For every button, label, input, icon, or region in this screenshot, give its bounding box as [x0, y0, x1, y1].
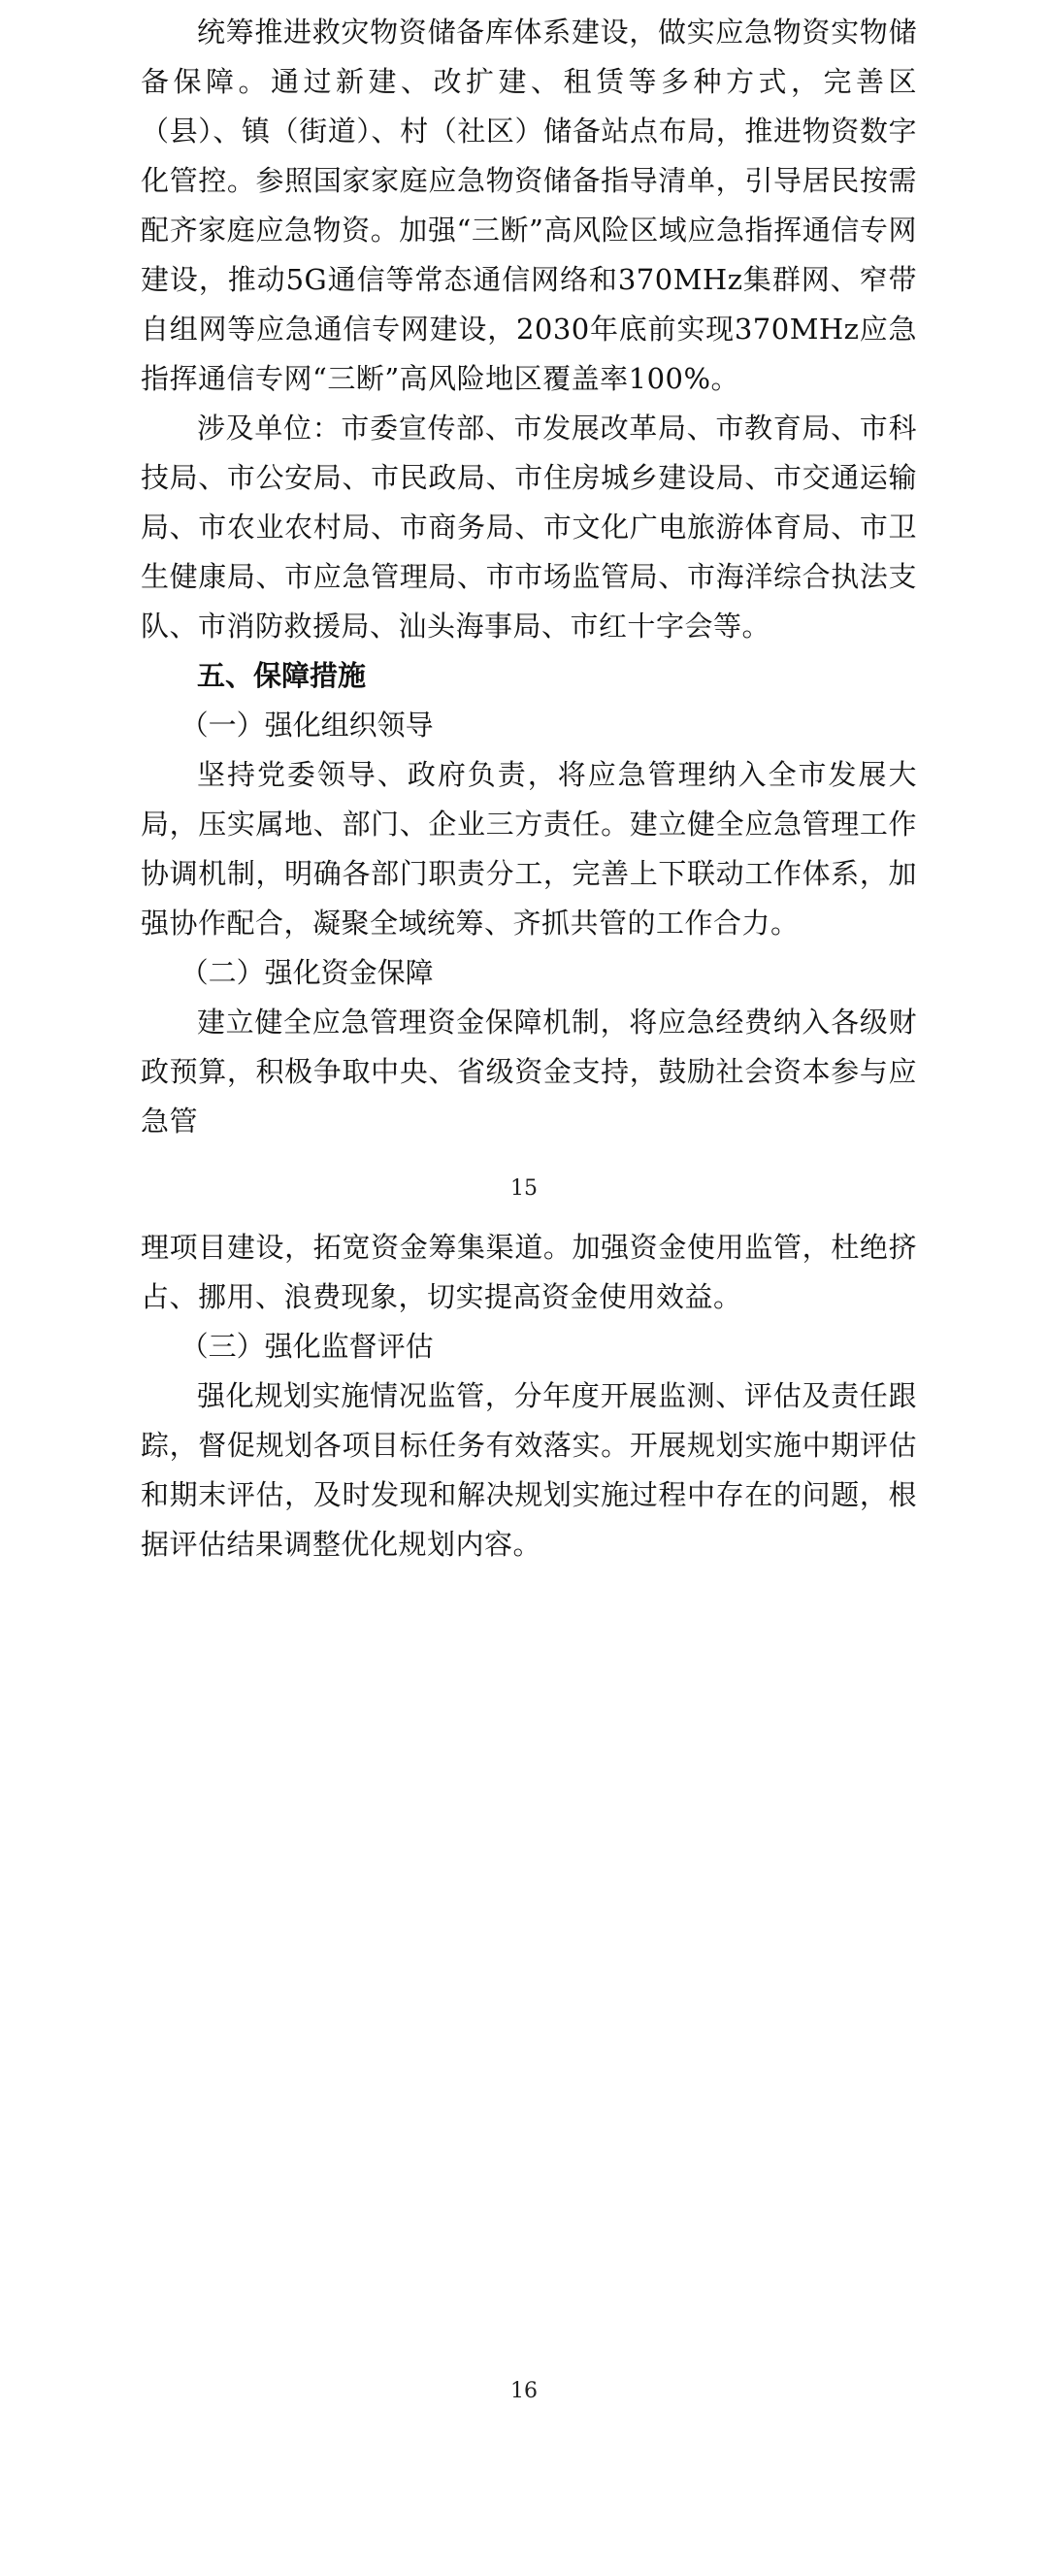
page-16-content — [141, 1223, 917, 1569]
page-number-15: 15 — [510, 1176, 538, 1201]
page-16 — [0, 1223, 1048, 2576]
page-15-content — [141, 8, 917, 1146]
paragraph-funding-part2: 理项目建设，拓宽资金筹集渠道。加强资金使用监管，杜绝挤占、挪用、浪费现象，切实提高资金使用效益。 — [141, 1231, 917, 1313]
paragraph-involved-units: 涉及单位：市委宣传部、市发展改革局、市教育局、市科技局、市公安局、市民政局、市住房城乡建设局、市交通运输局、市农业农村局、市商务局、市文化广电旅游体育局、市卫生健康局、市应急管理局、市市场监管局、市海洋综合执法支队、市消防救援局、汕头海事局、市红十字会等。 — [141, 412, 917, 643]
section-heading-safeguards: 五、保障措施 — [197, 659, 367, 692]
paragraph-supervision: 强化规划实施情况监管，分年度开展监测、评估及责任跟踪，督促规划各项目标任务有效落实。开展规划实施中期评估和期末评估，及时发现和解决规划实施过程中存在的问题，根据评估结果调整优化规划内容。 — [141, 1379, 917, 1561]
paragraph-material-reserve: 统筹推进救灾物资储备库体系建设，做实应急物资实物储备保障。通过新建、改扩建、租赁等多种方式，完善区（县）、镇（街道）、村（社区）储备站点布局，推进物资数字化管控。参照国家家庭应急物资储备指导清单，引导居民按需配齐家庭应急物资。加强“三断”高风险区域应急指挥通信专网建设，推动5G通信等常态通信网络和370MHz集群网、窄带自组网等应急通信专网建设，2030年底前实现370MHz应急指挥通信专网“三断”高风险地区覆盖率100%。 — [141, 16, 917, 395]
subheading-organization: （一）强化组织领导 — [180, 709, 434, 742]
paragraph-organization: 坚持党委领导、政府负责，将应急管理纳入全市发展大局，压实属地、部门、企业三方责任。建立健全应急管理工作协调机制，明确各部门职责分工，完善上下联动工作体系，加强协作配合，凝聚全域统筹、齐抓共管的工作合力。 — [141, 758, 917, 940]
page-number-16: 16 — [510, 2379, 538, 2403]
paragraph-funding-part1: 建立健全应急管理资金保障机制，将应急经费纳入各级财政预算，积极争取中央、省级资金支持，鼓励社会资本参与应急管 — [141, 1006, 917, 1138]
subheading-funding: （二）强化资金保障 — [180, 956, 434, 989]
subheading-supervision: （三）强化监督评估 — [180, 1330, 434, 1363]
page-15 — [0, 0, 1048, 1223]
